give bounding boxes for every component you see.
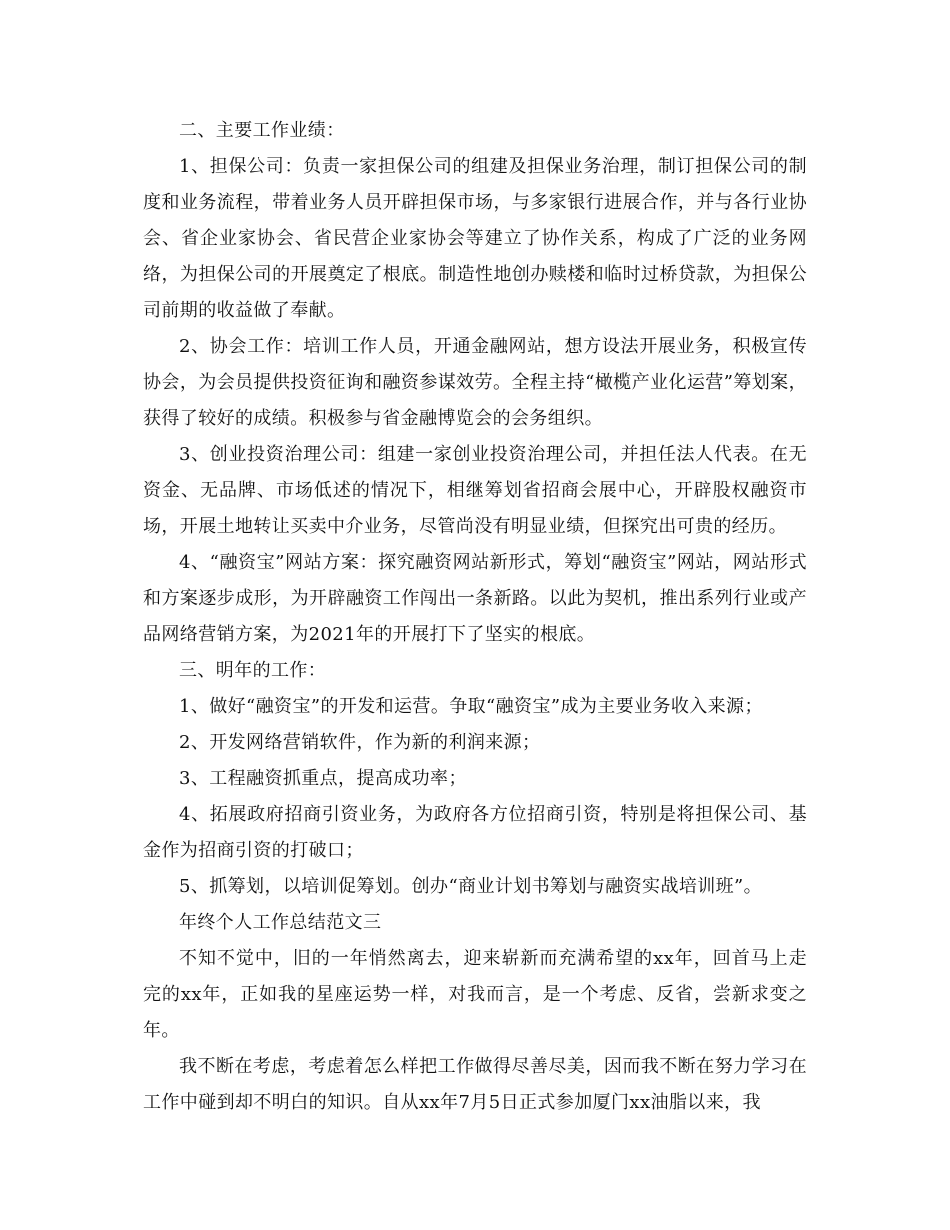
- list-item-4: 4、拓展政府招商引资业务，为政府各方位招商引资，特别是将担保公司、基金作为招商引资的打破口；: [143, 804, 807, 861]
- paragraph-association-work: 2、协会工作：培训工作人员，开通金融网站，想方设法开展业务，积极宣传协会，为会员提供投资征询和融资参谋效劳。全程主持“橄榄产业化运营”筹划案，获得了较好的成绩。积极参与省金融博览会的会务组织。: [143, 336, 807, 429]
- paragraph-financing-website: 4、“融资宝”网站方案：探究融资网站新形式，筹划“融资宝”网站，网站形式和方案逐步成形，为开辟融资工作闯出一条新路。以此为契机，推出系列行业或产品网络营销方案，为2021年的开展打下了坚实的根底。: [143, 552, 807, 645]
- list-item-5: 5、抓筹划，以培训促筹划。创办“商业计划书筹划与融资实战培训班”。: [179, 876, 763, 897]
- paragraph-venture-investment: 3、创业投资治理公司：组建一家创业投资治理公司，并担任法人代表。在无资金、无品牌、市场低述的情况下，相继筹划省招商会展中心，开辟股权融资市场，开展土地转让买卖中介业务，尽管尚没有明显业绩，但探究出可贵的经历。: [143, 444, 807, 537]
- list-item-2: 2、开发网络营销软件，作为新的利润来源；: [179, 732, 541, 753]
- section-heading-next-year: 三、明年的工作：: [179, 660, 327, 681]
- paragraph-guarantee-company: 1、担保公司：负责一家担保公司的组建及担保业务治理，制订担保公司的制度和业务流程，带着业务人员开辟担保市场，与多家银行进展合作，并与各行业协会、省企业家协会、省民营企业家协会等建立了协作关系，构成了广泛的业务网络，为担保公司的开展奠定了根底。制造性地创办赎楼和临时过桥贷款，为担保公司前期的收益做了奉献。: [143, 156, 807, 321]
- article-title-sample-three: 年终个人工作总结范文三: [179, 912, 382, 933]
- list-item-3: 3、工程融资抓重点，提高成功率；: [179, 768, 467, 789]
- paragraph-intro: 不知不觉中，旧的一年悄然离去，迎来崭新而充满希望的xx年，回首马上走完的xx年，正如我的星座运势一样，对我而言，是一个考虑、反省，尝新求变之年。: [143, 948, 807, 1041]
- document-body: [143, 113, 807, 1121]
- paragraph-reflection: 我不断在考虑，考虑着怎么样把工作做得尽善尽美，因而我不断在努力学习在工作中碰到却不明白的知识。自从xx年7月5日正式参加厦门xx油脂以来，我: [143, 1056, 807, 1113]
- list-item-1: 1、做好“融资宝”的开发和运营。争取“融资宝”成为主要业务收入来源；: [179, 696, 763, 717]
- section-heading-achievements: 二、主要工作业绩：: [179, 120, 345, 141]
